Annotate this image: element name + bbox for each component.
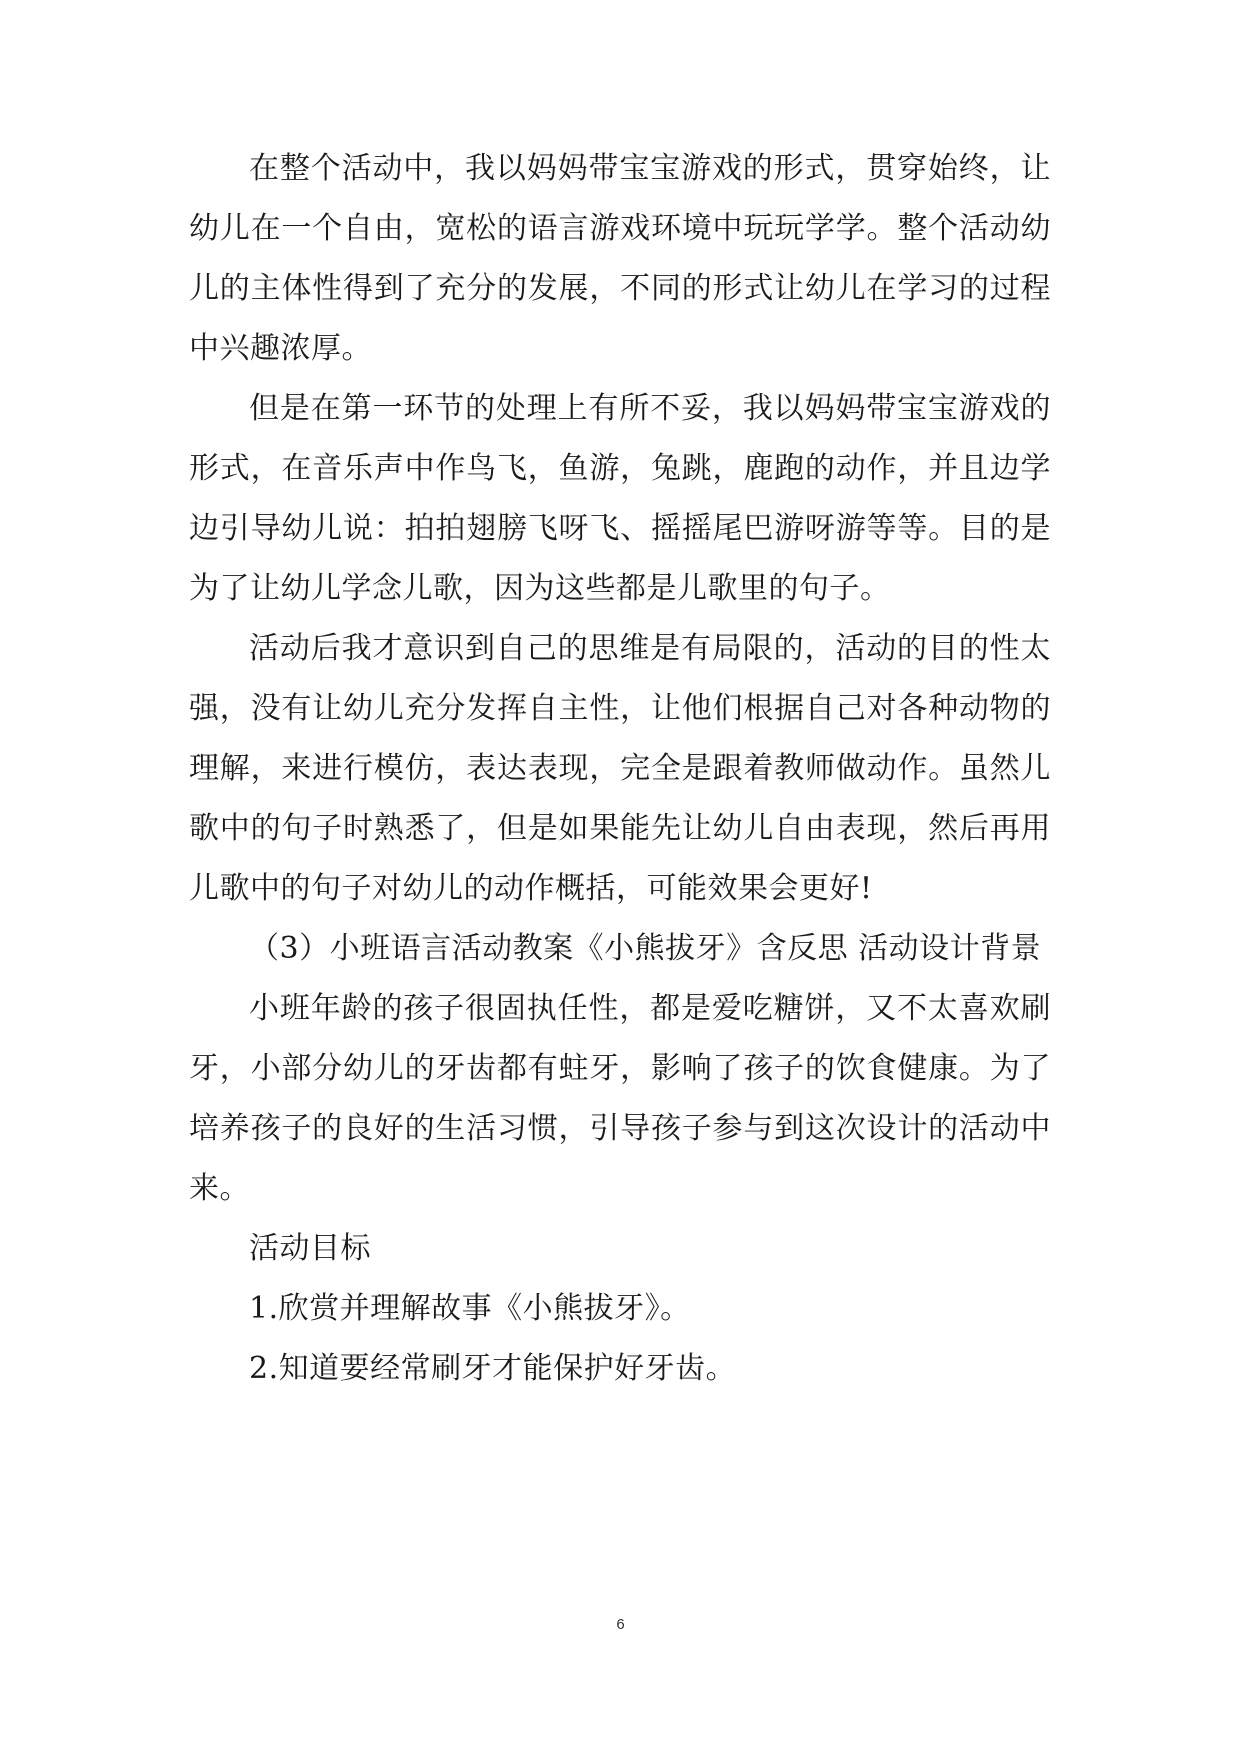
goal-item-2: 2.知道要经常刷牙才能保护好牙齿。 [249, 1351, 737, 1386]
page-number: 6 [616, 1616, 625, 1633]
heading-activity-goals: 活动目标 [249, 1231, 371, 1266]
paragraph-design-background: 小班年龄的孩子很固执任性，都是爱吃糖饼，又不太喜欢刷牙，小部分幼儿的牙齿都有蛀牙，影响了孩子的饮食健康。为了培养孩子的良好的生活习惯，引导孩子参与到这次设计的活动中来。 [189, 991, 1051, 1206]
paragraph-first-step-issue: 但是在第一环节的处理上有所不妥，我以妈妈带宝宝游戏的形式，在音乐声中作鸟飞，鱼游，兔跳，鹿跑的动作，并且边学边引导幼儿说：拍拍翅膀飞呀飞、摇摇尾巴游呀游等等。目的是为了让幼儿学念儿歌，因为这些都是儿歌里的句子。 [189, 391, 1051, 606]
paragraph-activity-summary: 在整个活动中，我以妈妈带宝宝游戏的形式，贯穿始终，让幼儿在一个自由，宽松的语言游戏环境中玩玩学学。整个活动幼儿的主体性得到了充分的发展，不同的形式让幼儿在学习的过程中兴趣浓厚。 [189, 151, 1051, 366]
paragraph-reflection: 活动后我才意识到自己的思维是有局限的，活动的目的性太强，没有让幼儿充分发挥自主性，让他们根据自己对各种动物的理解，来进行模仿，表达表现，完全是跟着教师做动作。虽然儿歌中的句子时熟悉了，但是如果能先让幼儿自由表现，然后再用儿歌中的句子对幼儿的动作概括，可能效果会更好! [189, 631, 1051, 906]
document-body [189, 139, 1051, 1399]
section-heading-lesson-3: （3）小班语言活动教案《小熊拔牙》含反思 活动设计背景 [249, 931, 1042, 966]
goal-item-1: 1.欣赏并理解故事《小熊拔牙》。 [249, 1291, 691, 1326]
